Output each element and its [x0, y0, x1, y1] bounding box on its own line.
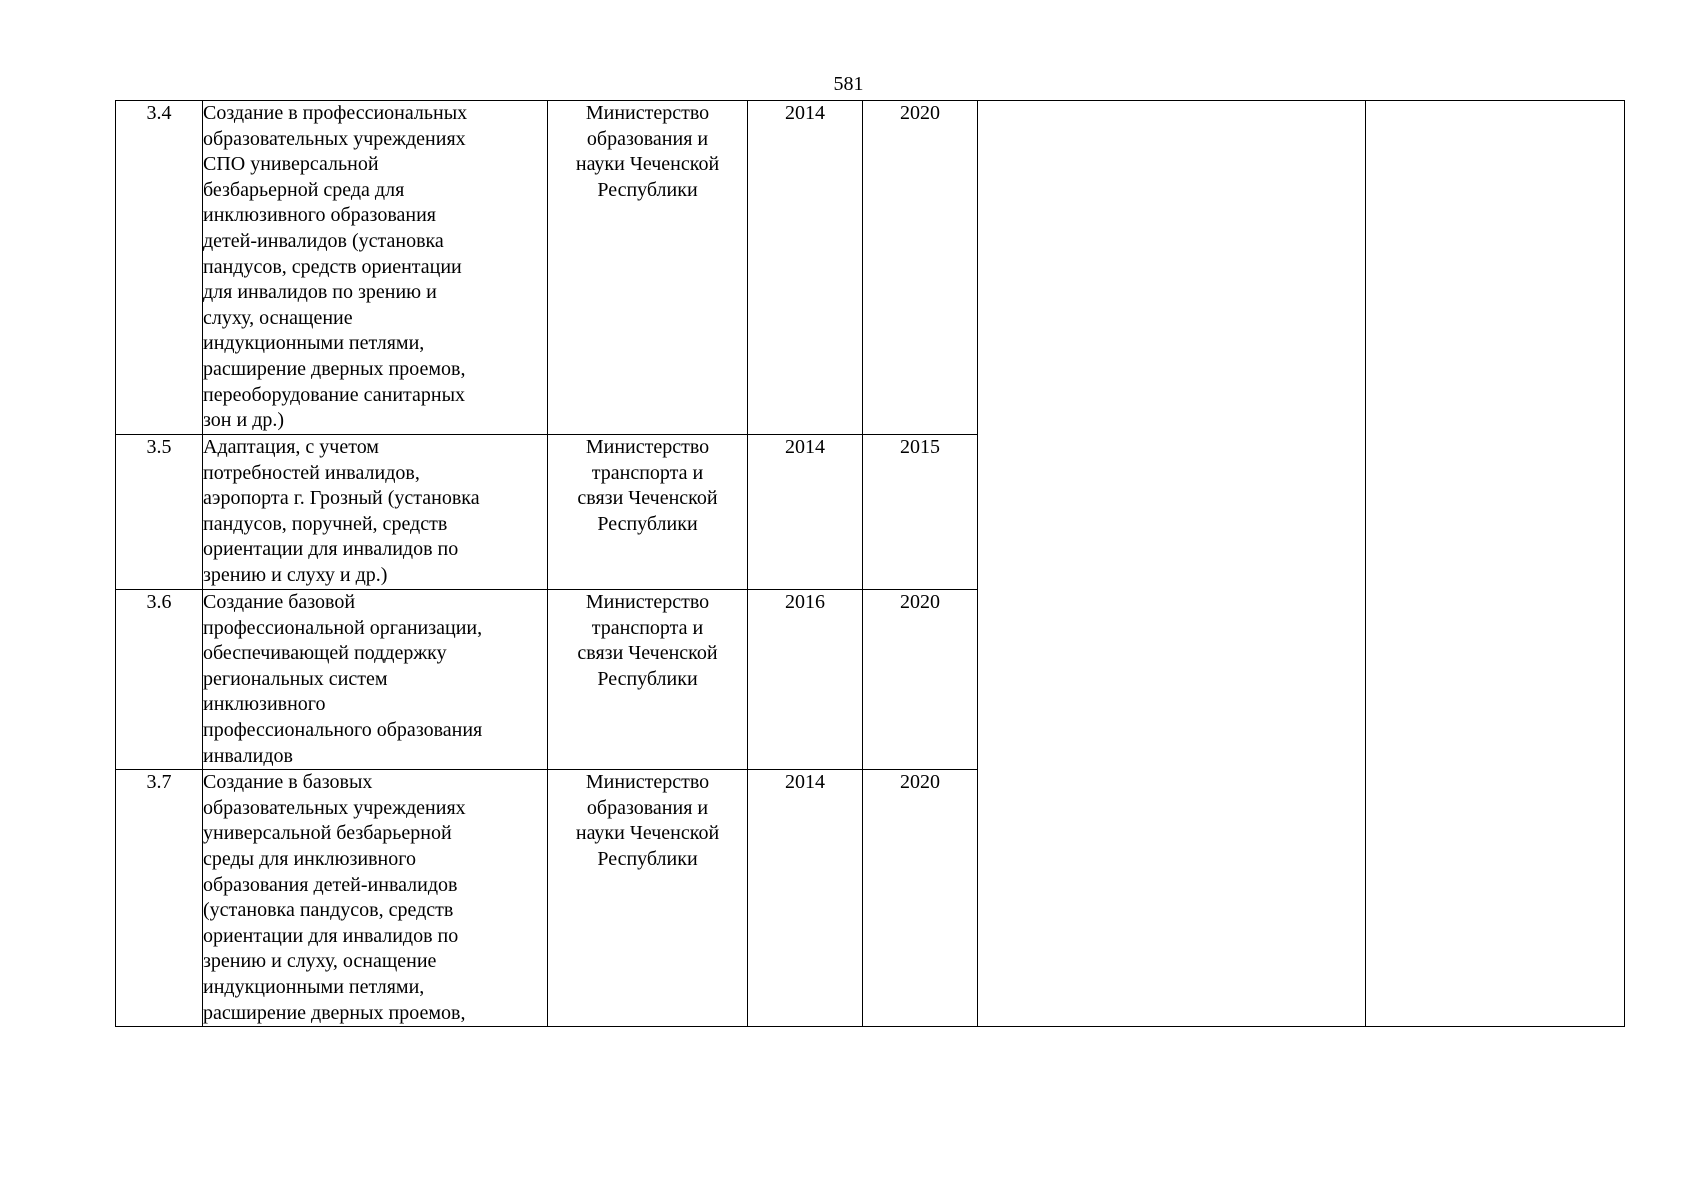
- start-year: 2014: [748, 435, 863, 590]
- responsible-executor: Министерство образования и науки Чеченской Республики: [548, 770, 748, 1027]
- start-year: 2014: [748, 770, 863, 1027]
- table-row: [116, 101, 1625, 435]
- row-number: 3.5: [116, 435, 203, 590]
- row-number: 3.6: [116, 590, 203, 770]
- row-number: 3.4: [116, 101, 203, 435]
- row-number: 3.7: [116, 770, 203, 1027]
- link-indicators-cell: [1366, 101, 1625, 1027]
- page-number: 581: [833, 73, 864, 95]
- measures-table: [115, 100, 1625, 1027]
- end-year: 2020: [863, 590, 978, 770]
- end-year: 2015: [863, 435, 978, 590]
- expected-result-cell: [978, 101, 1366, 1027]
- measure-description: Адаптация, с учетом потребностей инвалидов, аэропорта г. Грозный (установка пандусов, поручней, средств ориентации для инвалидов по зрению и слуху и др.): [203, 435, 548, 590]
- responsible-executor: Министерство образования и науки Чеченской Республики: [548, 101, 748, 435]
- responsible-executor: Министерство транспорта и связи Чеченской Республики: [548, 435, 748, 590]
- end-year: 2020: [863, 101, 978, 435]
- start-year: 2016: [748, 590, 863, 770]
- start-year: 2014: [748, 101, 863, 435]
- end-year: 2020: [863, 770, 978, 1027]
- measure-description: Создание в профессиональных образовательных учреждениях СПО универсальной безбарьерной среда для инклюзивного образования детей-инвалидов (установка пандусов, средств ориентации для инвалидов по зрению и слуху, оснащение индукционными петлями, расширение дверных проемов, переоборудование санитарных зон и др.): [203, 101, 548, 435]
- responsible-executor: Министерство транспорта и связи Чеченской Республики: [548, 590, 748, 770]
- measure-description: Создание в базовых образовательных учреждениях универсальной безбарьерной среды для инклюзивного образования детей-инвалидов (установка пандусов, средств ориентации для инвалидов по зрению и слуху, оснащение индукционными петлями, расширение дверных проемов,: [203, 770, 548, 1027]
- measure-description: Создание базовой профессиональной организации, обеспечивающей поддержку региональных систем инклюзивного профессионального образования инвалидов: [203, 590, 548, 770]
